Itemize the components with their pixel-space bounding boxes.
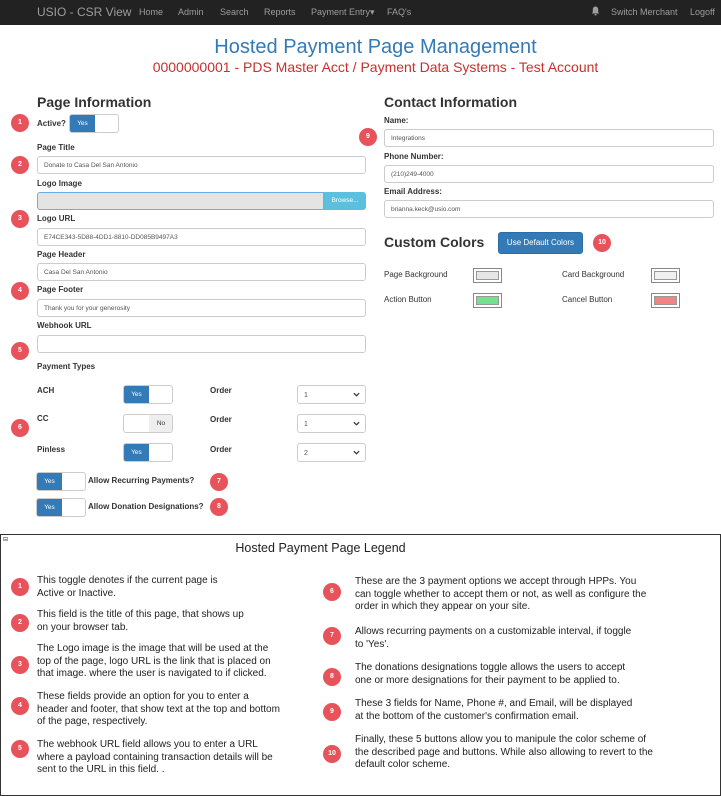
legend-line: one or more designations for their payment to be applied to. xyxy=(355,674,620,686)
contact-phone-input[interactable]: (210)249-4000 xyxy=(384,165,714,183)
legend-line: on your browser tab. xyxy=(37,621,129,633)
phone-label: Phone Number: xyxy=(384,152,444,161)
logo-image-file-field[interactable] xyxy=(37,192,324,210)
legend-text-5 xyxy=(37,739,273,777)
page-footer-input[interactable]: Thank you for your generosity xyxy=(37,299,366,317)
action-button-label: Action Button xyxy=(384,295,432,304)
nav-faqs[interactable]: FAQ's xyxy=(387,7,412,17)
ach-toggle-on: Yes xyxy=(124,386,149,403)
legend-text-6 xyxy=(355,576,646,614)
legend-title: Hosted Payment Page Legend xyxy=(235,541,406,555)
badge-9: 9 xyxy=(359,128,377,146)
legend-line: sent to the URL in this field. . xyxy=(37,764,165,775)
legend-line: The Logo image is the image that will be used at the xyxy=(37,643,269,654)
contact-information-heading: Contact Information xyxy=(384,94,517,110)
ach-order-select[interactable] xyxy=(297,385,366,404)
bell-icon xyxy=(591,6,600,16)
pinless-label: Pinless xyxy=(37,445,66,454)
nav-payment-entry-label: Payment Entry xyxy=(311,7,371,17)
use-default-colors-button[interactable]: Use Default Colors xyxy=(498,232,583,254)
chevron-down-icon xyxy=(353,420,360,427)
legend-line: This toggle denotes if the current page is xyxy=(37,575,218,586)
legend-text-4 xyxy=(37,691,280,729)
legend-line: default color scheme. xyxy=(355,759,451,770)
legend-badge-1: 1 xyxy=(11,578,29,596)
legend-text-1 xyxy=(37,575,218,600)
badge-10: 10 xyxy=(593,234,611,252)
badge-2: 2 xyxy=(11,156,29,174)
nav-reports[interactable]: Reports xyxy=(264,7,296,17)
logoff-link[interactable]: Logoff xyxy=(690,7,715,17)
logo-url-label: Logo URL xyxy=(37,214,76,223)
legend-line: Allows recurring payments on a customizable interval, if toggle xyxy=(355,626,632,637)
badge-5: 5 xyxy=(11,342,29,360)
active-label: Active? xyxy=(37,119,66,128)
page-title: Hosted Payment Page Management xyxy=(214,36,537,58)
recurring-label: Allow Recurring Payments? xyxy=(88,476,195,485)
page-background-label: Page Background xyxy=(384,270,448,279)
legend-line: This field is the title of this page, that shows up xyxy=(37,609,244,620)
top-navbar xyxy=(0,0,721,25)
page-header-label: Page Header xyxy=(37,250,86,259)
legend-line: where a payload containing transaction details will be xyxy=(37,751,273,763)
legend-badge-4: 4 xyxy=(11,697,29,715)
card-background-color xyxy=(654,271,677,280)
cc-label: CC xyxy=(37,414,49,423)
legend-badge-7: 7 xyxy=(323,627,341,645)
nav-home[interactable]: Home xyxy=(139,7,164,17)
action-button-color xyxy=(476,296,499,305)
legend-line: at the bottom of the customer's confirmation email. xyxy=(355,710,579,722)
legend-line: that image. where the user is navigated to if clicked. xyxy=(37,668,267,679)
legend-line: order in which they appear on your site. xyxy=(355,601,531,612)
page-information-heading: Page Information xyxy=(37,94,152,110)
cc-order-label: Order xyxy=(210,415,232,424)
webhook-url-label: Webhook URL xyxy=(37,321,92,330)
account-subtitle: 0000000001 - PDS Master Acct / Payment Data Systems - Test Account xyxy=(152,59,599,75)
action-button-swatch[interactable] xyxy=(473,293,502,308)
cancel-button-swatch[interactable] xyxy=(651,293,680,308)
legend-line: These fields provide an option for you to enter a xyxy=(37,691,249,702)
cc-toggle[interactable] xyxy=(123,414,173,433)
contact-email-input[interactable]: brianna.keck@usio.com xyxy=(384,200,714,218)
legend-line: header and footer, that show text at the top and bottom xyxy=(37,703,280,715)
nav-admin[interactable]: Admin xyxy=(178,7,204,17)
donation-toggle-on: Yes xyxy=(37,499,62,516)
custom-colors-heading: Custom Colors xyxy=(384,234,485,250)
legend-text-3 xyxy=(37,643,271,681)
name-label: Name: xyxy=(384,116,409,125)
pinless-toggle[interactable] xyxy=(123,443,173,462)
page-header-input[interactable]: Casa Del San Antonio xyxy=(37,263,366,281)
chevron-down-icon xyxy=(353,391,360,398)
legend-badge-9: 9 xyxy=(323,703,341,721)
active-toggle[interactable] xyxy=(69,114,119,133)
legend-badge-6: 6 xyxy=(323,583,341,601)
legend-badge-2: 2 xyxy=(11,614,29,632)
cc-toggle-off: No xyxy=(149,415,173,432)
legend-line: These 3 fields for Name, Phone #, and Email, will be displayed xyxy=(355,698,633,709)
badge-8: 8 xyxy=(210,498,228,516)
email-label: Email Address: xyxy=(384,187,442,196)
nav-payment-entry[interactable] xyxy=(311,7,375,18)
legend-line: to 'Yes'. xyxy=(355,638,390,650)
webhook-url-input[interactable] xyxy=(37,335,366,353)
badge-3: 3 xyxy=(11,210,29,228)
ach-toggle[interactable] xyxy=(123,385,173,404)
badge-7: 7 xyxy=(210,473,228,491)
legend-badge-5: 5 xyxy=(11,740,29,758)
active-toggle-on: Yes xyxy=(70,115,95,132)
recurring-toggle[interactable] xyxy=(36,472,86,491)
legend-text-2 xyxy=(37,609,244,634)
legend-line: Finally, these 5 buttons allow you to manipule the color scheme of xyxy=(355,734,647,745)
collapse-icon[interactable]: ⊟ xyxy=(3,537,9,543)
payment-types-label: Payment Types xyxy=(37,362,96,371)
legend-line: the described page and buttons. While also allowing to revert to the xyxy=(355,746,653,758)
legend-text-8 xyxy=(355,662,625,687)
pinless-order-value: 2 xyxy=(304,450,308,457)
page-background-swatch[interactable] xyxy=(473,268,502,283)
badge-1: 1 xyxy=(11,114,29,132)
contact-name-input[interactable]: Integrations xyxy=(384,129,714,147)
legend-line: These are the 3 payment options we accept through HPPs. You xyxy=(355,576,637,587)
recurring-toggle-on: Yes xyxy=(37,473,62,490)
donation-toggle[interactable] xyxy=(36,498,86,517)
logo-url-input[interactable]: E74CE343-5D88-4DD1-8810-DD085B9497A3 xyxy=(37,228,366,246)
legend-text-10 xyxy=(355,734,653,772)
legend-line: The donations designations toggle allows the users to accept xyxy=(355,662,626,673)
legend-line: top of the page, logo URL is the link that is placed on xyxy=(37,655,271,667)
ach-order-value: 1 xyxy=(304,392,308,399)
ach-order-label: Order xyxy=(210,386,232,395)
badge-4: 4 xyxy=(11,282,29,300)
badge-6: 6 xyxy=(11,419,29,437)
legend-badge-8: 8 xyxy=(323,668,341,686)
legend-badge-3: 3 xyxy=(11,656,29,674)
legend-line: Active or Inactive. xyxy=(37,587,116,599)
legend-badge-10: 10 xyxy=(323,745,341,763)
cancel-button-label: Cancel Button xyxy=(562,295,613,304)
legend-text-7 xyxy=(355,626,631,651)
legend-line: The webhook URL field allows you to enter a URL xyxy=(37,739,258,750)
legend-line: of the page, respectively. xyxy=(37,716,148,727)
legend-line: can toggle whether to accept them or not, as well as configure the xyxy=(355,588,647,600)
switch-merchant-link[interactable]: Switch Merchant xyxy=(611,7,678,17)
page-footer-label: Page Footer xyxy=(37,285,84,294)
chevron-down-icon xyxy=(353,449,360,456)
legend-text-9 xyxy=(355,698,632,723)
card-background-label: Card Background xyxy=(562,270,625,279)
page-background-color xyxy=(476,271,499,280)
cc-order-value: 1 xyxy=(304,421,308,428)
pinless-order-select[interactable] xyxy=(297,443,366,462)
browse-button[interactable]: Browse... xyxy=(324,192,366,210)
page-title-label: Page Title xyxy=(37,143,75,152)
page-title-input[interactable]: Donate to Casa Del San Antonio xyxy=(37,156,366,174)
card-background-swatch[interactable] xyxy=(651,268,680,283)
pinless-order-label: Order xyxy=(210,445,232,454)
cancel-button-color xyxy=(654,296,677,305)
logo-image-label: Logo Image xyxy=(37,179,82,188)
nav-search[interactable]: Search xyxy=(220,7,249,17)
brand-link[interactable]: USIO - CSR View xyxy=(37,5,132,19)
pinless-toggle-on: Yes xyxy=(124,444,149,461)
donation-label: Allow Donation Designations? xyxy=(88,502,204,511)
caret-down-icon: ▾ xyxy=(370,7,375,17)
cc-order-select[interactable] xyxy=(297,414,366,433)
ach-label: ACH xyxy=(37,386,55,395)
